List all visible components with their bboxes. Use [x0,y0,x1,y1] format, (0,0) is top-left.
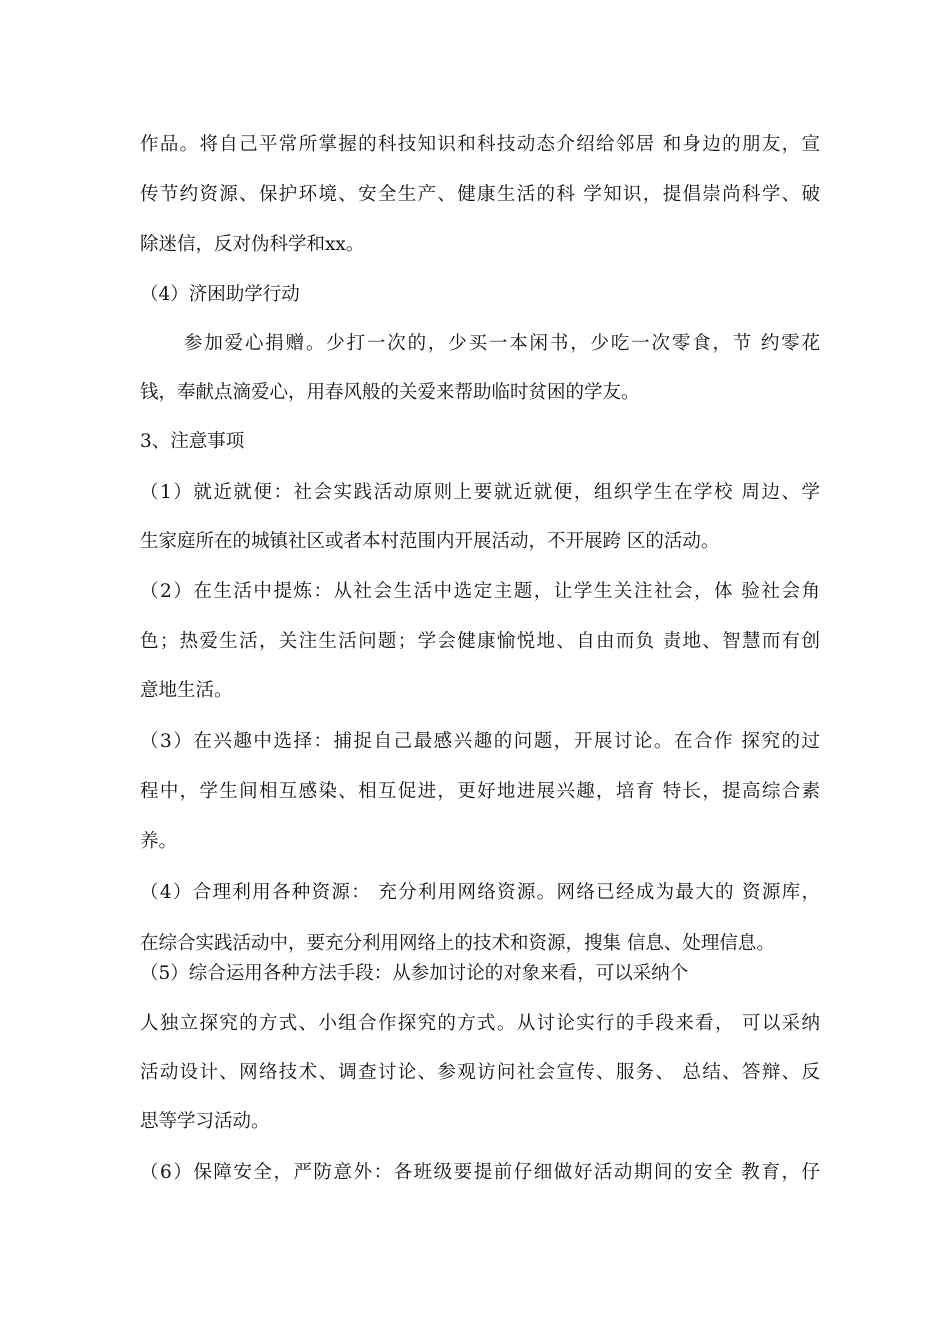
text-line: 传节约资源、保护环境、安全生产、健康生活的科 学知识，提倡崇尚科学、破 [140,184,820,205]
text-line: （2）在生活中提炼：从社会生活中选定主题，让学生关注社会，体 验社会角 [140,581,820,602]
text-line: 程中，学生间相互感染、相互促进，更好地进展兴趣，培育 特长，提高综合素 [140,781,820,802]
text-line: 意地生活。 [140,680,233,701]
section-heading: 3、注意事项 [140,431,245,452]
text-line: （3）在兴趣中选择：捕捉自己最感兴趣的问题，开展讨论。在合作 探究的过 [140,731,820,752]
text-line: 除迷信，反对伪科学和xx。 [140,234,365,255]
text-line: 活动设计、网络技术、调查讨论、参观访问社会宣传、服务、 总结、答辩、反 [140,1062,820,1083]
text-line: （1）就近就便：社会实践活动原则上要就近就便，组织学生在学校 周边、学 [140,482,820,503]
text-line: 参加爱心捐赠。少打一次的，少买一本闲书，少吃一次零食，节 约零花 [184,333,820,354]
text-line: 生家庭所在的城镇社区或者本村范围内开展活动，不开展跨 区的活动。 [140,531,720,552]
text-line: 在综合实践活动中，要充分利用网络上的技术和资源，搜集 信息、处理信息。 [140,933,775,954]
text-line: （6）保障安全，严防意外：各班级要提前仔细做好活动期间的安全 教育，仔 [140,1162,820,1183]
section-heading: （4）济困助学行动 [140,284,300,305]
text-line: 钱，奉献点滴爱心，用春风般的关爱来帮助临时贫困的学友。 [140,382,640,403]
text-line: （4）合理利用各种资源： 充分利用网络资源。网络已经成为最大的 资源库， [140,882,820,903]
text-line: 思等学习活动。 [140,1111,270,1132]
text-line: 养。 [140,831,178,852]
text-line: （5）综合运用各种方法手段：从参加讨论的对象来看，可以采纳个 [140,963,689,984]
text-line: 色；热爱生活，关注生活问题；学会健康愉悦地、自由而负 责地、智慧而有创 [140,631,820,652]
text-line: 作品。将自己平常所掌握的科技知识和科技动态介绍给邻居 和身边的朋友，宣 [140,134,820,155]
text-line: 人独立探究的方式、小组合作探究的方式。从讨论实行的手段来看， 可以采纳 [140,1013,820,1034]
